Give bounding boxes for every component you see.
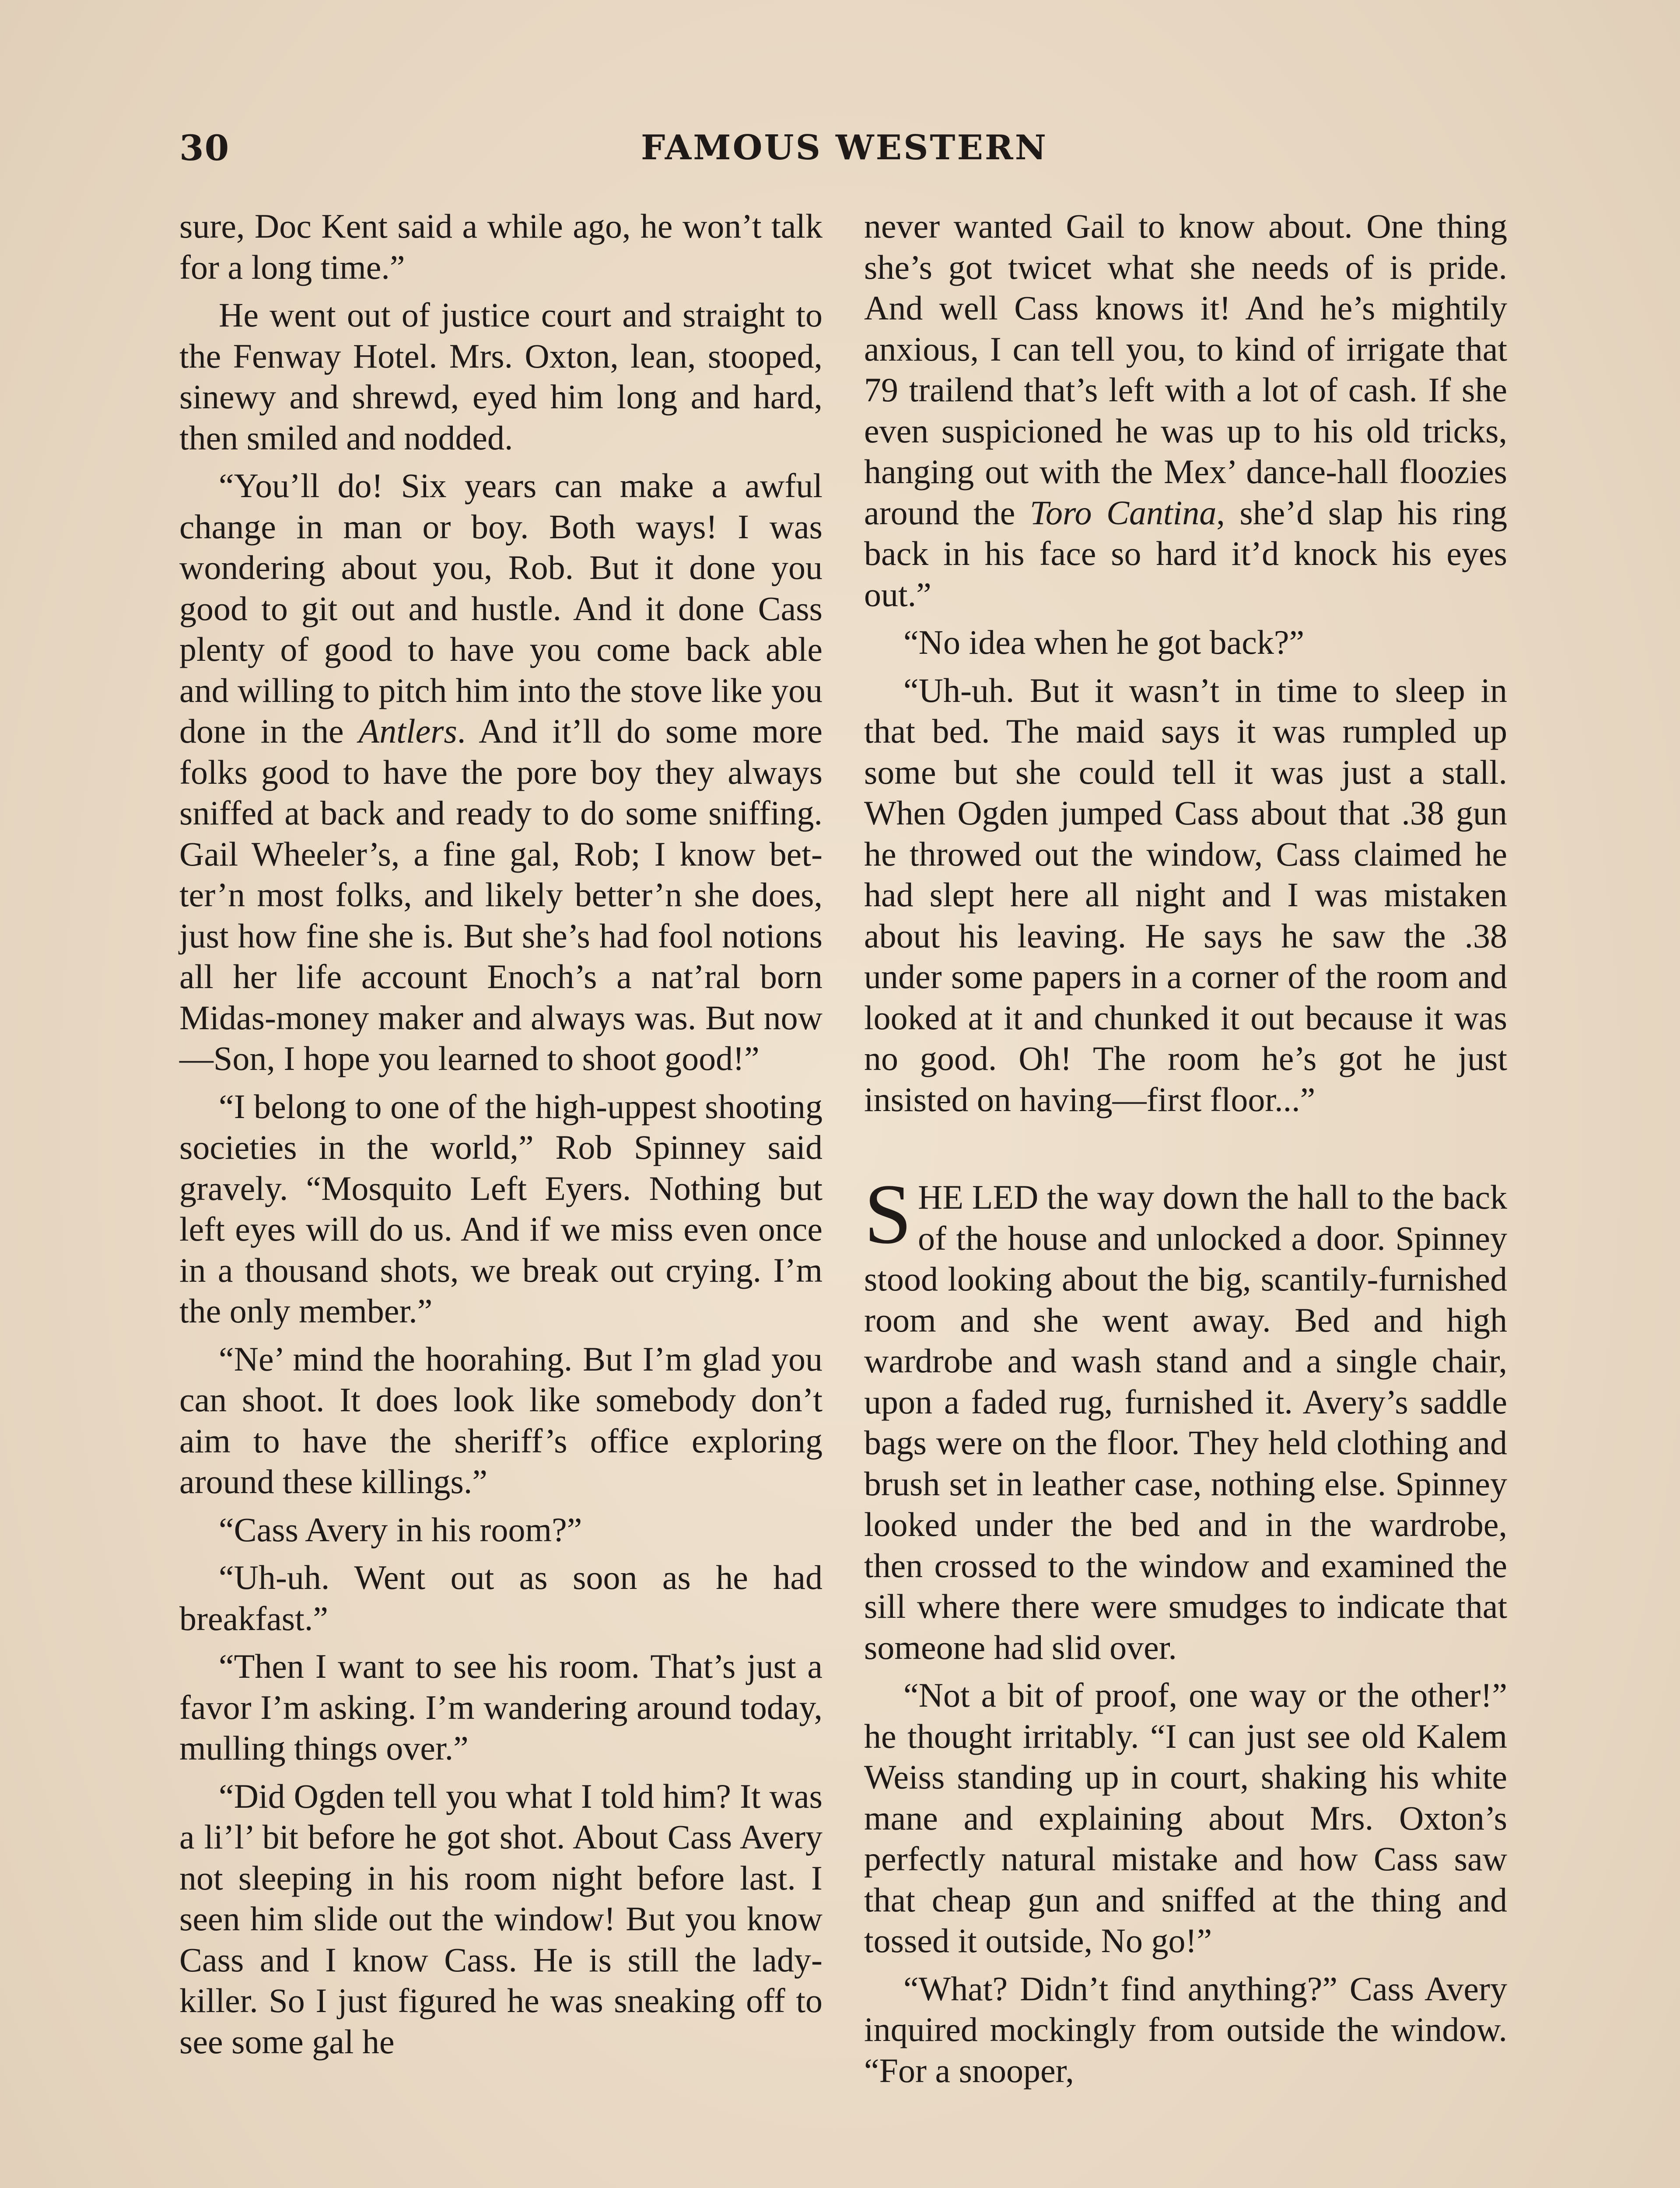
magazine-title: FAMOUS WESTERN bbox=[640, 128, 1048, 168]
drop-cap: S bbox=[864, 1167, 912, 1262]
paragraph: sure, Doc Kent said a while ago, he won’t talk for a long time.” bbox=[179, 207, 822, 286]
right-column bbox=[864, 206, 1507, 2098]
paragraph: “Did Ogden tell you what I told him? It was a li’l’ bit before he got shot. About Cass Avery not sleeping in his room night before last. I seen him slide out the window! But you know Cass and I know Cass. He is still the lady-killer. So I just figured he was sneaking off to see some gal he bbox=[179, 1777, 822, 2061]
paragraph: “Uh-uh. Went out as soon as he had breakfast.” bbox=[179, 1558, 822, 1637]
paragraph: “Cass Avery in his room?” bbox=[219, 1510, 582, 1549]
paragraph: “Ne’ mind the hoorahing. But I’m glad you can shoot. It does look like somebody don’t aim to have the sheriff’s office exploring around these killings.” bbox=[179, 1339, 822, 1501]
paragraph: “Uh-uh. But it wasn’t in time to sleep in that bed. The maid says it was rumpled up some but she could tell it was just a stall. When Ogden jumped Cass about that .38 gun he throwed out the window, Cass claimed he had slept here all night and I was mistaken about his leaving. He says he saw the .38 under some papers in a corner of the room and looked at it and chunked it out because it was no good. Oh! The room he’s got he just insisted on having—first floor...” bbox=[864, 671, 1507, 1119]
paragraph: “Then I want to see his room. That’s just a favor I’m asking. I’m wandering around today, mulling things over.” bbox=[179, 1647, 822, 1767]
paragraph: “Not a bit of proof, one way or the other!” he thought irritably. “I can just see old Kalem Weiss standing up in court, shaking his white mane and explaining about Mrs. Oxton’s perfectly natural mistake and how Cass saw that cheap gun and sniffed at the thing and tossed it outside, No go!” bbox=[864, 1676, 1507, 1960]
left-column bbox=[179, 206, 822, 2069]
section-start-paragraph: SHE LED the way down the hall to the back of the house and unlocked a door. Spinney stood looking about the big, scantily-furnished room and she went away. Bed and high wardrobe and wash stand and a single chair, upon a faded rug, furnished it. Avery’s saddle bags were on the floor. They held clothing and brush set in leather case, nothing else. Spinney looked under the bed and in the wardrobe, then crossed to the window and examined the sill where there were smudges to indicate that someone had slid over. bbox=[864, 1167, 1507, 1666]
paragraph: “You’ll do! Six years can make a awful change in man or boy. Both ways! I was wondering about you, Rob. But it done you good to git out and hustle. And it done Cass plenty of good to have you come back able and willing to pitch him into the stove like you done in the Antlers. And it’ll do some more folks good to have the pore boy they always sniffed at back and ready to do some sniffing. Gail Wheeler’s, a fine gal, Rob; I know better’n most folks, and likely better’n she does, just how fine she is. But she’s had fool notions all her life account Enoch’s a nat’ral born Midas-money maker and always was. But now—Son, I hope you learned to shoot good!” bbox=[179, 466, 822, 1077]
page-number: 30 bbox=[179, 127, 230, 168]
page-header bbox=[179, 124, 1509, 172]
paragraph: “No idea when he got back?” bbox=[903, 623, 1305, 661]
paragraph: “What? Didn’t find anything?” Cass Avery inquired mockingly from outside the window. “For a snooper, bbox=[864, 1969, 1507, 2090]
paragraph: never wanted Gail to know about. One thing she’s got twicet what she needs of is pride. And well Cass knows it! And he’s mightily anxious, I can tell you, to kind of irrigate that 79 trailend that’s left with a lot of cash. If she even suspicioned he was up to his old tricks, hanging out with the Mex’ dance-hall floozies around the Toro Cantina, she’d slap his ring back in his face so hard it’d knock his eyes out.” bbox=[864, 207, 1508, 614]
paragraph: “I belong to one of the high-uppest shooting societies in the world,” Rob Spinney said gravely. “Mosquito Left Eyers. Nothing but left eyes will do us. And if we miss even once in a thousand shots, we break out crying. I’m the only member.” bbox=[179, 1087, 822, 1330]
paragraph: He went out of justice court and straight to the Fenway Hotel. Mrs. Oxton, lean, stooped, sinewy and shrewd, eyed him long and hard, then smiled and nodded. bbox=[179, 296, 822, 457]
